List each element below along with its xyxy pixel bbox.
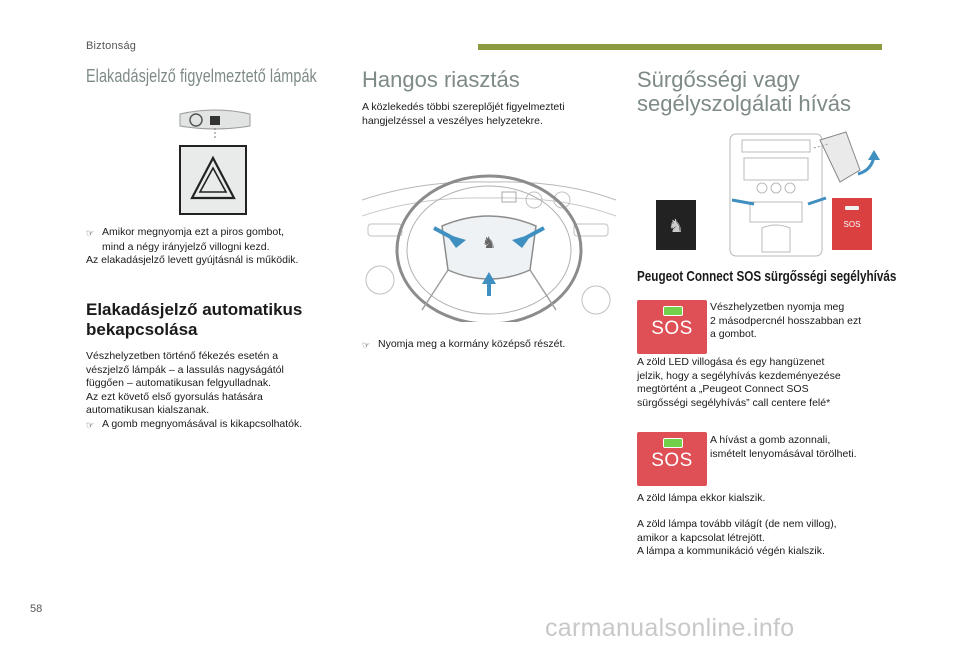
sos-press-text: Vészhelyzetben nyomja meg 2 másodpercnél hosszabban ezt a gombot. [710, 301, 862, 340]
section-label: Biztonság [86, 40, 137, 52]
green-led-icon [663, 306, 683, 316]
horn-title: Hangos riasztás [362, 67, 520, 92]
svg-text:♞: ♞ [481, 233, 497, 252]
sos-cancel-text: A hívást a gomb azonnali, ismételt lenyomásával törölheti. [710, 434, 857, 460]
sos-small-label: SOS [843, 220, 861, 229]
auto-hazard-heading: Elakadásjelző automatikus bekapcsolása [86, 300, 303, 339]
hazard-switch-illustration [170, 102, 260, 218]
sos-led-description: A zöld LED villogása és egy hangüzenet jelzik, hogy a segélyhívás kezdeményezése megtörtént a „Peugeot Connect SOS sürgősségi segélyhívás” call centere felé* [637, 356, 841, 409]
pointing-arrow-icon: ☞ [362, 340, 371, 350]
steering-wheel-illustration [362, 160, 616, 322]
horn-bullet: ☞ Nyomja meg a kormány középső részét. [362, 338, 624, 353]
green-led-icon [663, 438, 683, 448]
horn-intro: A közlekedés többi szereplőjét figyelmezteti hangjelzéssel a veszélyes helyzetekre. [362, 101, 565, 127]
sos-lamp-on-text: A zöld lámpa tovább világít (de nem villog), amikor a kapcsolat létrejött. A lámpa a kommunikáció végén kialszik. [637, 518, 837, 557]
sos-label-2: SOS [651, 450, 693, 471]
peugeot-connect-sos-heading: Peugeot Connect SOS sürgősségi segélyhívás [637, 268, 897, 285]
header-accent-bar [478, 44, 882, 50]
hazard-note: Az elakadásjelző levett gyújtásnál is működik. [86, 254, 299, 266]
sos-button-icon [637, 300, 707, 354]
pointing-arrow-icon: ☞ [86, 419, 95, 430]
svg-text:♞: ♞ [667, 216, 685, 237]
hazard-lights-title: Elakadásjelző figyelmeztető lámpák [86, 66, 317, 86]
sos-label: SOS [651, 318, 693, 339]
emergency-call-title: Sürgősségi vagy segélyszolgálati hívás [637, 67, 852, 116]
sos-led-indicator [845, 206, 859, 210]
page-number: 58 [30, 603, 43, 615]
sos-button-small [832, 198, 872, 250]
watermark: carmanualsonline.info [545, 614, 795, 642]
auto-hazard-paragraph: Vészhelyzetben történő fékezés esetén a vészjelző lámpák – a lassulás nagyságától függően – automatikusan felgyulladnak. Az ezt követő első gyorsulás hatására automatikusan kialszanak. ☞ A gomb megnyomásával is kikapcsolhatók. [86, 350, 348, 432]
sos-button-icon-2 [637, 432, 707, 486]
sos-lamp-off-text: A zöld lámpa ekkor kialszik. [637, 492, 766, 504]
pointing-arrow-icon: ☞ [86, 228, 95, 238]
hazard-bullet: ☞ Amikor megnyomja ezt a piros gombot, mind a négy irányjelző villogni kezd. Az elakadásjelző levett gyújtásnál is működik. [86, 226, 348, 268]
